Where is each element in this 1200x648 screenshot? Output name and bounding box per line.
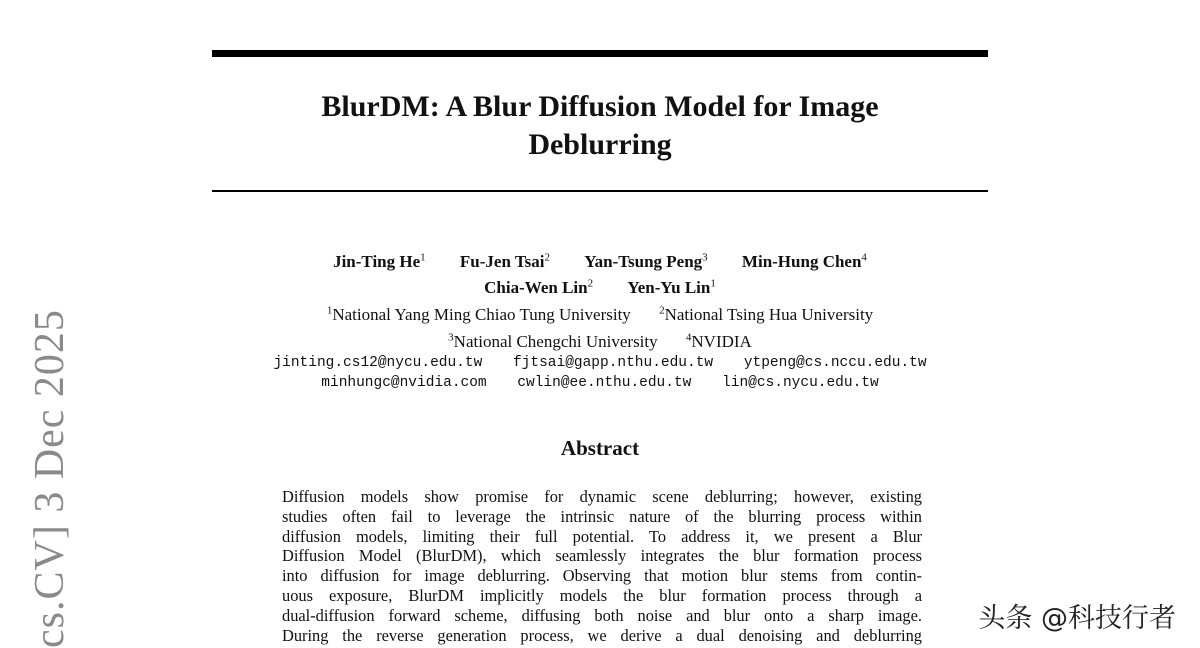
author: Yen-Yu Lin$^1$ xyxy=(627,277,716,298)
abstract-heading: Abstract xyxy=(560,436,640,460)
abstract-line: Diffusion models show promise for dynamic scene deblurring; however, existing xyxy=(282,487,922,506)
abstract-line: During the reverse generation process, we derive a dual denoising and deblurring xyxy=(282,625,922,645)
affiliation: $^3$National Chengchi University xyxy=(448,330,658,351)
affiliation-row-2 xyxy=(212,326,988,353)
author-block xyxy=(212,246,988,393)
abstract-line: uous exposure, BlurDM implicitly models the blur formation process through a xyxy=(282,585,922,605)
abstract-line: Diffusion Model (BlurDM), which seamlessly integrates the blur formation process xyxy=(282,546,922,566)
affiliation-row-1 xyxy=(212,299,988,326)
title-line-2: Deblurring xyxy=(528,128,672,161)
abstract-line: studies often fail to leverage the intrinsic nature of the blurring process within xyxy=(282,506,922,526)
paper-page xyxy=(212,0,988,648)
email-row-2 xyxy=(212,373,988,393)
author: Fu-Jen Tsai$^2$ xyxy=(459,251,550,271)
affiliation: $^4$NVIDIA xyxy=(685,330,752,351)
abstract-line: dual-diffusion forward scheme, diffusing both noise and blur onto a sharp image. xyxy=(282,605,922,625)
toutiao-watermark: 头条 @科技行者 xyxy=(972,594,1182,637)
author-row-2 xyxy=(212,273,988,300)
title-bottom-rule xyxy=(212,190,988,192)
arxiv-stamp-text: cs.CV] 3 Dec 2025 xyxy=(27,309,73,648)
author-email: ytpeng@cs.nccu.edu.tw xyxy=(743,354,927,371)
author-email: cwlin@ee.nthu.edu.tw xyxy=(517,374,692,391)
author: Jin-Ting He$^1$ xyxy=(333,251,426,271)
author: Chia-Wen Lin$^2$ xyxy=(484,277,594,298)
title-top-rule xyxy=(212,50,988,57)
abstract-body xyxy=(282,487,922,645)
paper-title xyxy=(212,88,988,164)
author-email: jinting.cs12@nycu.edu.tw xyxy=(273,354,483,371)
affiliation: $^1$National Yang Ming Chiao Tung University xyxy=(326,304,631,324)
arxiv-side-stamp xyxy=(14,0,86,648)
author-email: minhungc@nvidia.com xyxy=(321,374,487,391)
affiliation: $^2$National Tsing Hua University xyxy=(659,304,874,324)
author: Yan-Tsung Peng$^3$ xyxy=(584,251,708,271)
author-row-1 xyxy=(212,246,988,273)
author: Min-Hung Chen$^4$ xyxy=(741,251,867,271)
author-email: fjtsai@gapp.nthu.edu.tw xyxy=(512,354,714,371)
email-row-1 xyxy=(212,353,988,373)
abstract-line: into diffusion for image deblurring. Observing that motion blur stems from contin- xyxy=(282,566,922,586)
author-email: lin@cs.nycu.edu.tw xyxy=(722,374,879,391)
title-line-1: BlurDM: A Blur Diffusion Model for Image xyxy=(321,90,879,123)
abstract-line: diffusion models, limiting their full potential. To address it, we present a Blur xyxy=(282,526,922,546)
